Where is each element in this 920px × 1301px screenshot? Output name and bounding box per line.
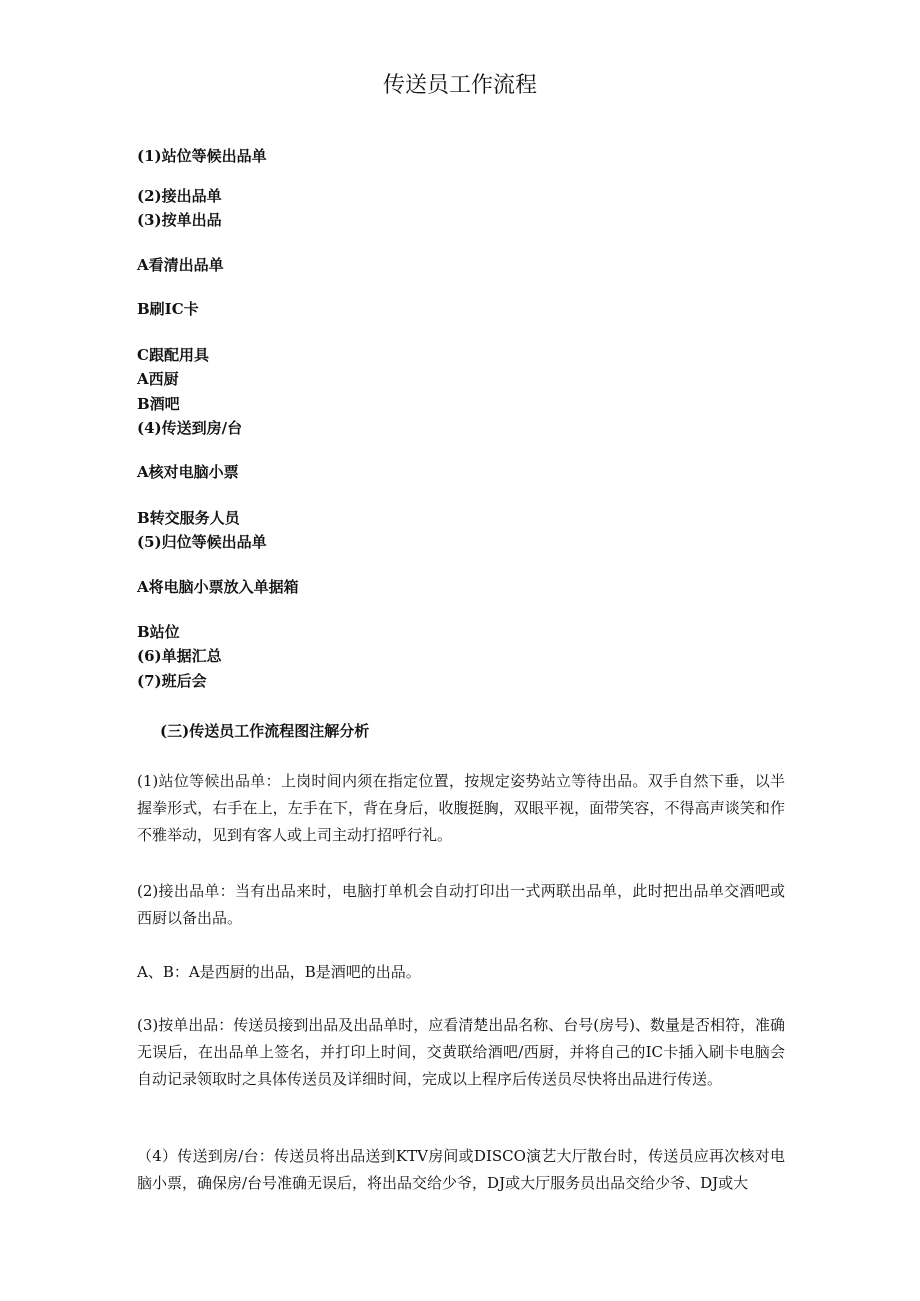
outline-item: A将电脑小票放入单据箱: [137, 578, 299, 596]
outline-item: A核对电脑小票: [137, 463, 239, 481]
paragraph: A、B：A是西厨的出品，B是酒吧的出品。: [137, 963, 421, 981]
outline-item: C跟配用具: [137, 346, 209, 364]
outline-item: (6)单据汇总: [137, 647, 222, 665]
outline-item: B转交服务人员: [137, 509, 240, 527]
section-heading: (三)传送员工作流程图注解分析: [160, 722, 370, 740]
paragraph: (3)按单出品：传送员接到出品及出品单时，应看清楚出品名称、台号(房号)、数量是否相符，准确无误后，在出品单上签名，并打印上时间，交黄联给酒吧/西厨，并将自己的IC卡插入刷卡电脑会自动记录领取时之具体传送员及详细时间，完成以上程序后传送员尽快将出品进行传送。: [137, 1016, 785, 1088]
outline-item: A看清出品单: [137, 256, 224, 274]
paragraph: (2)接出品单：当有出品来时，电脑打单机会自动打印出一式两联出品单，此时把出品单交酒吧或西厨以备出品。: [137, 882, 785, 927]
outline-item: B刷IC卡: [137, 300, 199, 318]
outline-item: (7)班后会: [137, 672, 207, 690]
outline-item: A西厨: [137, 370, 179, 388]
outline-item: (3)按单出品: [137, 211, 222, 229]
outline-item: (1)站位等候出品单: [137, 147, 267, 165]
outline-item: B站位: [137, 623, 180, 641]
outline-item: (5)归位等候出品单: [137, 533, 267, 551]
outline-item: (4)传送到房/台: [137, 419, 243, 437]
paragraph: (1)站位等候出品单：上岗时间内须在指定位置，按规定姿势站立等待出品。双手自然下垂，以半握拳形式，右手在上，左手在下，背在身后，收腹挺胸，双眼平视，面带笑容，不得高声谈笑和作不雅举动，见到有客人或上司主动打招呼行礼。: [137, 772, 785, 844]
document-title: 传送员工作流程: [382, 73, 537, 98]
paragraph: （4）传送到房/台：传送员将出品送到KTV房间或DISCO演艺大厅散台时，传送员应再次核对电脑小票，确保房/台号准确无误后，将出品交给少爷，DJ或大厅服务员出品交给少爷、DJ或大: [137, 1147, 785, 1192]
outline-item: B酒吧: [137, 395, 180, 413]
outline-item: (2)接出品单: [137, 187, 222, 205]
